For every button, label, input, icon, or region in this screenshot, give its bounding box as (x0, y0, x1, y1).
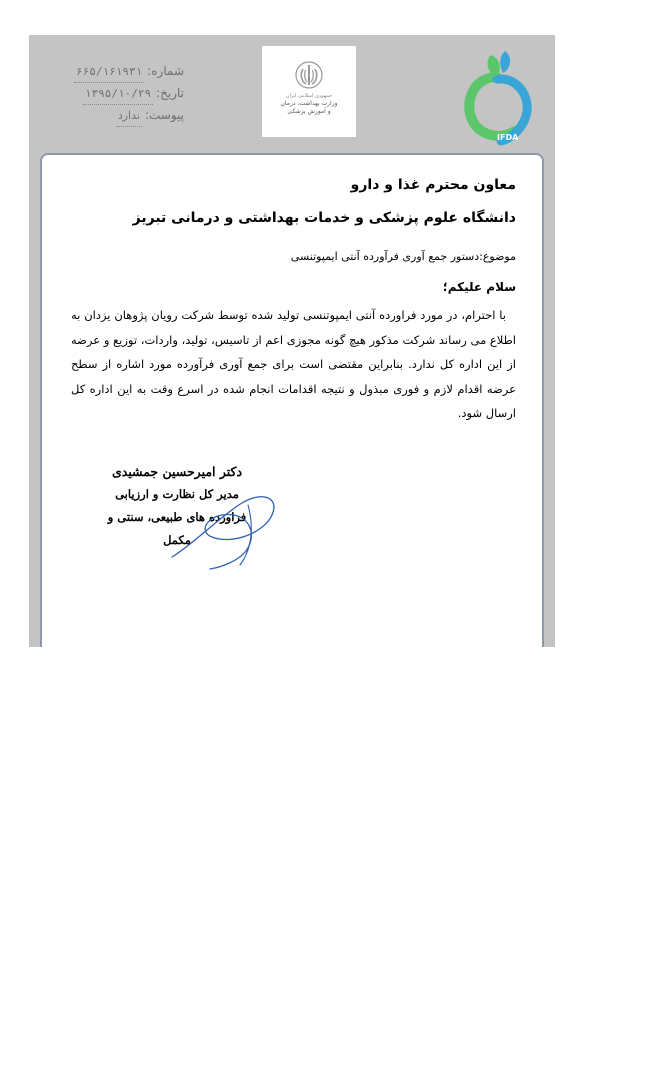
ifda-logo (457, 47, 539, 147)
ministry-emblem-box (262, 46, 356, 137)
ifda-label: IFDA (497, 133, 519, 142)
letter-body-text: با احترام، در مورد فراورده آنتی ایمپوتنسی تولید شده توسط شرکت رویان پژوهان یزدان به اطلاع می رساند شرکت مذکور هیچ گونه مجوزی اعم از تاسیس، تولید، واردات، توزیع و عرضه از این اداره کل ندارد. بنابراین مقتضی است برای جمع آوری فرآورده مورد اشاره از سطح عرضه اقدام لازم و فوری مبذول و نتیجه اقدامات انجام شده در اسرع وقت به این اداره کل ارسال شود. (71, 308, 516, 420)
letter-attachment-value: ندارد (116, 105, 142, 127)
recipient-title: معاون محترم غذا و دارو (350, 177, 516, 193)
recipient (133, 169, 516, 235)
signatory-title-2: فراورده های طبیعی، سنتی و مکمل (107, 510, 247, 547)
letter-attachment-row (84, 105, 184, 127)
letter-date-value: ۱۳۹۵/۱۰/۲۹ (83, 83, 153, 105)
letter-greeting: سلام علیکم؛ (442, 280, 516, 294)
letter-attachment-label: پیوست: (144, 108, 184, 122)
handwritten-signature (152, 475, 292, 575)
letter-number-row (75, 61, 184, 83)
recipient-organization: دانشگاه علوم پزشکی و خدمات بهداشتی و درمانی تبریز (132, 210, 516, 226)
letter-date-row (84, 83, 184, 105)
letter-page (29, 35, 555, 647)
ministry-country-line: جمهوری اسلامی ایران (285, 93, 333, 99)
signatory-name: دکتر امیرحسین جمشیدی (111, 464, 243, 479)
iran-emblem-icon (294, 60, 324, 90)
letter-meta (75, 61, 184, 127)
letter-body-frame (40, 153, 544, 647)
letter-subject: موضوع:دستور جمع آوری فرآورده آنتی ایمپوتنسی (290, 250, 516, 263)
letter-number-label: شماره: (147, 64, 184, 78)
letter-date-label: تاریخ: (156, 86, 184, 100)
letter-number-value: ۶۶۵/۱۶۱۹۳۱ (74, 61, 144, 83)
ministry-name-line-1: وزارت بهداشت، درمان (280, 100, 338, 107)
signatory-title-1: مدیر کل نظارت و ارزیابی (115, 487, 239, 501)
ministry-name-line-2: و آموزش پزشکی (287, 108, 331, 115)
